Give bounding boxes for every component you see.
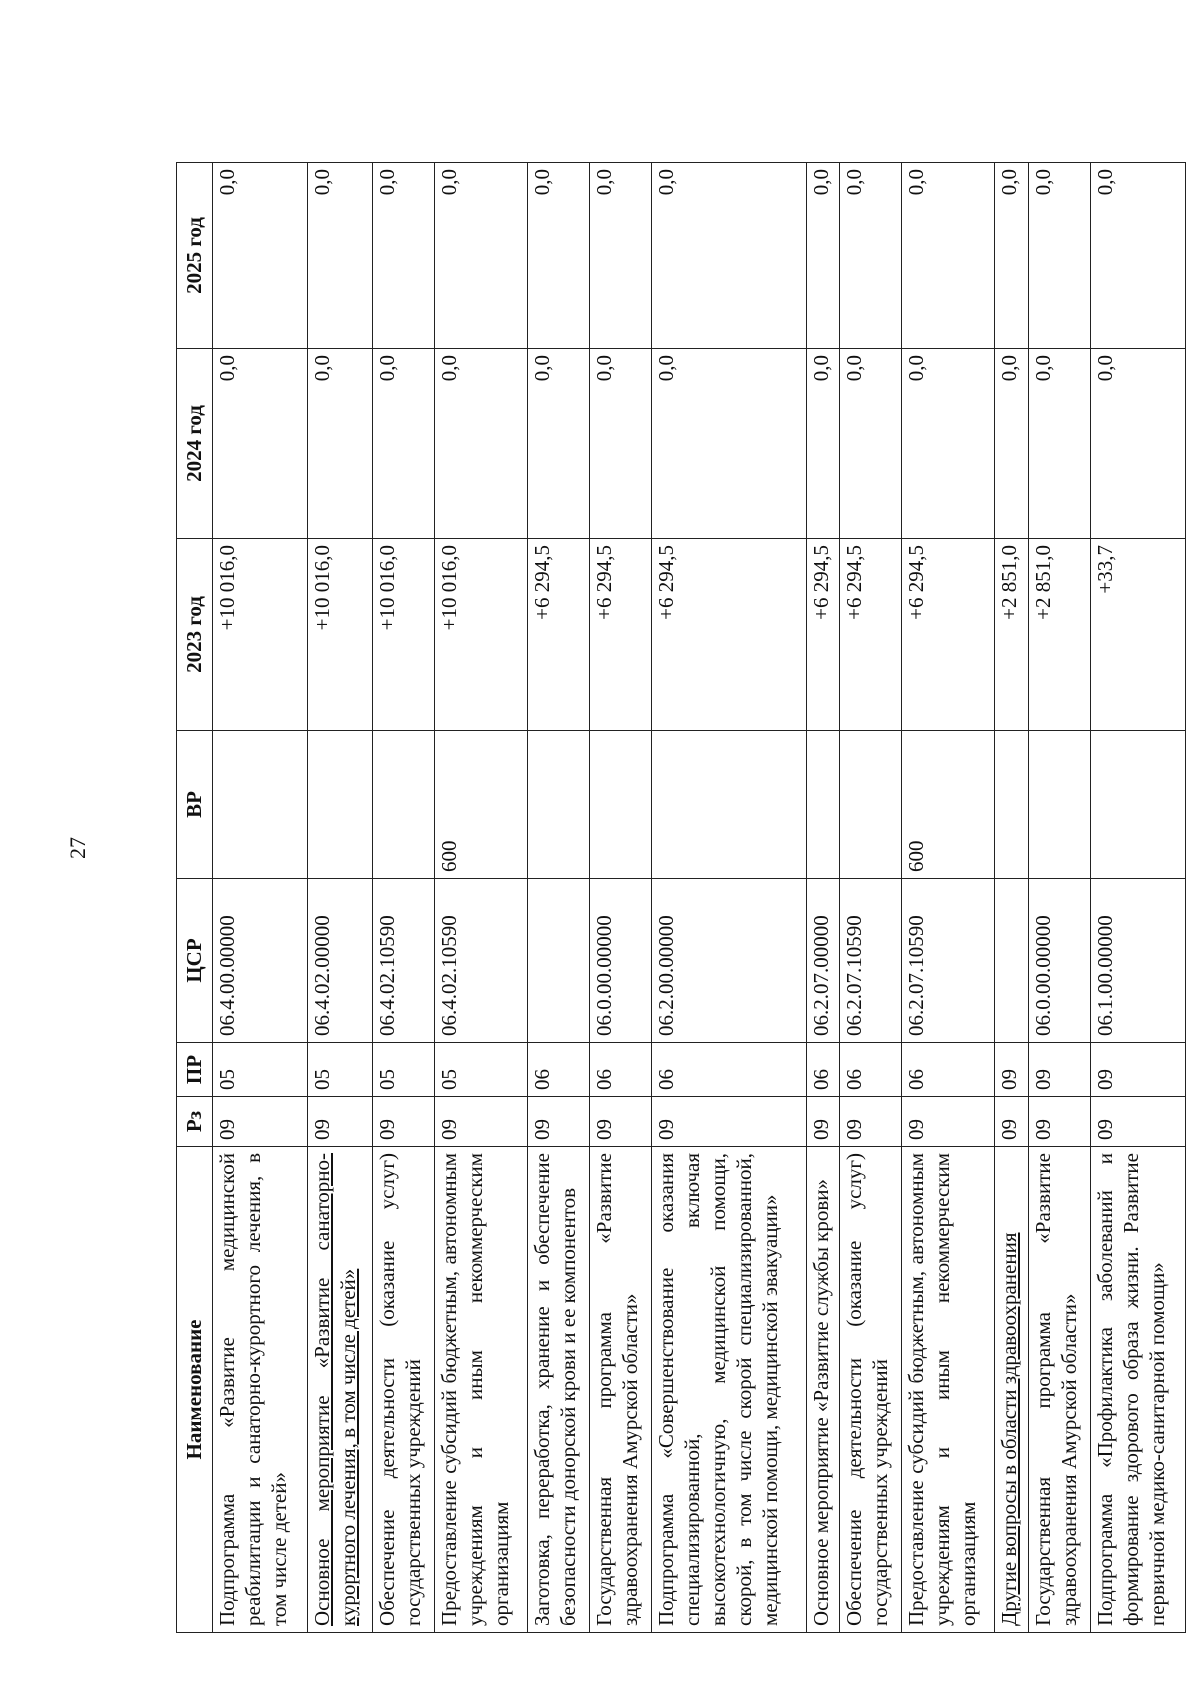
row-2023: +6 294,5: [806, 539, 839, 731]
row-name: Государственная программа «Развитие здравоохранения Амурской области»: [589, 1147, 651, 1633]
row-csr: 06.0.00.00000: [589, 879, 651, 1043]
table-row: [840, 163, 902, 1633]
row-2024: 0,0: [1028, 349, 1090, 539]
header-name: Наименование: [177, 1147, 213, 1633]
row-2024: 0,0: [651, 349, 806, 539]
row-2025: 0,0: [1090, 163, 1185, 349]
table-header-row: [177, 163, 213, 1633]
row-name: Подпрограмма «Развитие медицинской реабилитации и санаторно-курортного лечения, в том числе детей»: [213, 1147, 308, 1633]
row-name: Государственная программа «Развитие здравоохранения Амурской области»: [1028, 1147, 1090, 1633]
row-pr: 05: [434, 1043, 527, 1097]
row-2025: 0,0: [995, 163, 1028, 349]
row-pr: 06: [902, 1043, 995, 1097]
row-pr: 06: [651, 1043, 806, 1097]
row-vr: [651, 731, 806, 879]
row-name: Подпрограмма «Совершенствование оказания специализированной, включая высокотехнологичную, медицинской помощи, скорой, в том числе скорой специализированной, медицинской помощи, медицинской эвакуации»: [651, 1147, 806, 1633]
row-2024: 0,0: [589, 349, 651, 539]
row-rz: 09: [372, 1097, 434, 1147]
row-csr: 06.4.02.10590: [434, 879, 527, 1043]
row-2024: 0,0: [840, 349, 902, 539]
row-2024: 0,0: [806, 349, 839, 539]
row-csr: 06.4.02.10590: [372, 879, 434, 1043]
row-2023: +33,7: [1090, 539, 1185, 731]
header-pr: ПР: [177, 1043, 213, 1097]
page-number: 27: [65, 837, 90, 859]
row-name: Обеспечение деятельности (оказание услуг) государственных учреждений: [372, 1147, 434, 1633]
row-csr: [995, 879, 1028, 1043]
row-name: Предоставление субсидий бюджетным, автономным учреждениям и иным некоммерческим организациям: [434, 1147, 527, 1633]
row-vr: [806, 731, 839, 879]
row-pr: 09: [995, 1043, 1028, 1097]
budget-table-wrapper: [176, 163, 1186, 1633]
row-rz: 09: [651, 1097, 806, 1147]
row-csr: 06.4.02.00000: [308, 879, 372, 1043]
row-2025: 0,0: [308, 163, 372, 349]
row-2023: +6 294,5: [527, 539, 589, 731]
row-name: Предоставление субсидий бюджетным, автономным учреждениям и иным некоммерческим организациям: [902, 1147, 995, 1633]
row-2024: 0,0: [995, 349, 1028, 539]
row-csr: [527, 879, 589, 1043]
row-2024: 0,0: [308, 349, 372, 539]
row-vr: [527, 731, 589, 879]
table-row: [213, 163, 308, 1633]
header-vr: ВР: [177, 731, 213, 879]
row-csr: 06.2.00.00000: [651, 879, 806, 1043]
row-2025: 0,0: [902, 163, 995, 349]
row-pr: 05: [308, 1043, 372, 1097]
row-name: Заготовка, переработка, хранение и обеспечение безопасности донорской крови и ее компонентов: [527, 1147, 589, 1633]
row-2025: 0,0: [840, 163, 902, 349]
row-rz: 09: [434, 1097, 527, 1147]
row-pr: 06: [840, 1043, 902, 1097]
row-2025: 0,0: [1028, 163, 1090, 349]
row-vr: 600: [902, 731, 995, 879]
row-vr: [995, 731, 1028, 879]
row-name: Обеспечение деятельности (оказание услуг) государственных учреждений: [840, 1147, 902, 1633]
row-pr: 06: [589, 1043, 651, 1097]
row-vr: [1028, 731, 1090, 879]
table-row: [995, 163, 1028, 1633]
table-row: [902, 163, 995, 1633]
table-row: [651, 163, 806, 1633]
row-vr: [308, 731, 372, 879]
row-rz: 09: [308, 1097, 372, 1147]
row-2023: +10 016,0: [434, 539, 527, 731]
row-rz: 09: [1090, 1097, 1185, 1147]
row-rz: 09: [1028, 1097, 1090, 1147]
row-vr: [213, 731, 308, 879]
row-rz: 09: [902, 1097, 995, 1147]
row-2023: +6 294,5: [902, 539, 995, 731]
row-2025: 0,0: [213, 163, 308, 349]
header-rz: Рз: [177, 1097, 213, 1147]
row-name: Подпрограмма «Профилактика заболеваний и формирование здорового образа жизни. Развитие первичной медико-санитарной помощи»: [1090, 1147, 1185, 1633]
row-rz: 09: [589, 1097, 651, 1147]
row-vr: [372, 731, 434, 879]
budget-table: [176, 162, 1186, 1633]
row-2023: +6 294,5: [651, 539, 806, 731]
row-2023: +2 851,0: [995, 539, 1028, 731]
row-pr: 05: [213, 1043, 308, 1097]
header-2023: 2023 год: [177, 539, 213, 731]
row-pr: 06: [806, 1043, 839, 1097]
row-csr: 06.1.00.00000: [1090, 879, 1185, 1043]
row-rz: 09: [840, 1097, 902, 1147]
table-row: [1090, 163, 1185, 1633]
row-rz: 09: [995, 1097, 1028, 1147]
row-name: Другие вопросы в области здравоохранения: [995, 1147, 1028, 1633]
row-rz: 09: [527, 1097, 589, 1147]
row-csr: 06.2.07.00000: [806, 879, 839, 1043]
row-2023: +6 294,5: [589, 539, 651, 731]
row-2024: 0,0: [213, 349, 308, 539]
row-csr: 06.4.00.00000: [213, 879, 308, 1043]
row-rz: 09: [213, 1097, 308, 1147]
row-csr: 06.0.00.00000: [1028, 879, 1090, 1043]
row-2023: +2 851,0: [1028, 539, 1090, 731]
row-pr: 09: [1028, 1043, 1090, 1097]
row-name: Основное мероприятие «Развитие службы крови»: [806, 1147, 839, 1633]
row-csr: 06.2.07.10590: [902, 879, 995, 1043]
row-pr: 09: [1090, 1043, 1185, 1097]
table-row: [1028, 163, 1090, 1633]
row-2025: 0,0: [651, 163, 806, 349]
row-2025: 0,0: [806, 163, 839, 349]
row-2023: +10 016,0: [372, 539, 434, 731]
row-2025: 0,0: [434, 163, 527, 349]
header-2025: 2025 год: [177, 163, 213, 349]
row-2023: +10 016,0: [213, 539, 308, 731]
table-row: [434, 163, 527, 1633]
table-row: [527, 163, 589, 1633]
row-pr: 05: [372, 1043, 434, 1097]
row-2023: +10 016,0: [308, 539, 372, 731]
row-vr: [589, 731, 651, 879]
row-rz: 09: [806, 1097, 839, 1147]
row-2024: 0,0: [434, 349, 527, 539]
header-2024: 2024 год: [177, 349, 213, 539]
header-csr: ЦСР: [177, 879, 213, 1043]
row-2024: 0,0: [372, 349, 434, 539]
row-name: Основное мероприятие «Развитие санаторно-курортного лечения, в том числе детей»: [308, 1147, 372, 1633]
row-vr: 600: [434, 731, 527, 879]
row-2024: 0,0: [902, 349, 995, 539]
table-row: [589, 163, 651, 1633]
row-2023: +6 294,5: [840, 539, 902, 731]
table-row: [308, 163, 372, 1633]
table-row: [372, 163, 434, 1633]
table-row: [806, 163, 839, 1633]
row-vr: [1090, 731, 1185, 879]
row-2025: 0,0: [527, 163, 589, 349]
row-2025: 0,0: [372, 163, 434, 349]
row-csr: 06.2.07.10590: [840, 879, 902, 1043]
row-2024: 0,0: [527, 349, 589, 539]
row-pr: 06: [527, 1043, 589, 1097]
row-2024: 0,0: [1090, 349, 1185, 539]
row-2025: 0,0: [589, 163, 651, 349]
row-vr: [840, 731, 902, 879]
